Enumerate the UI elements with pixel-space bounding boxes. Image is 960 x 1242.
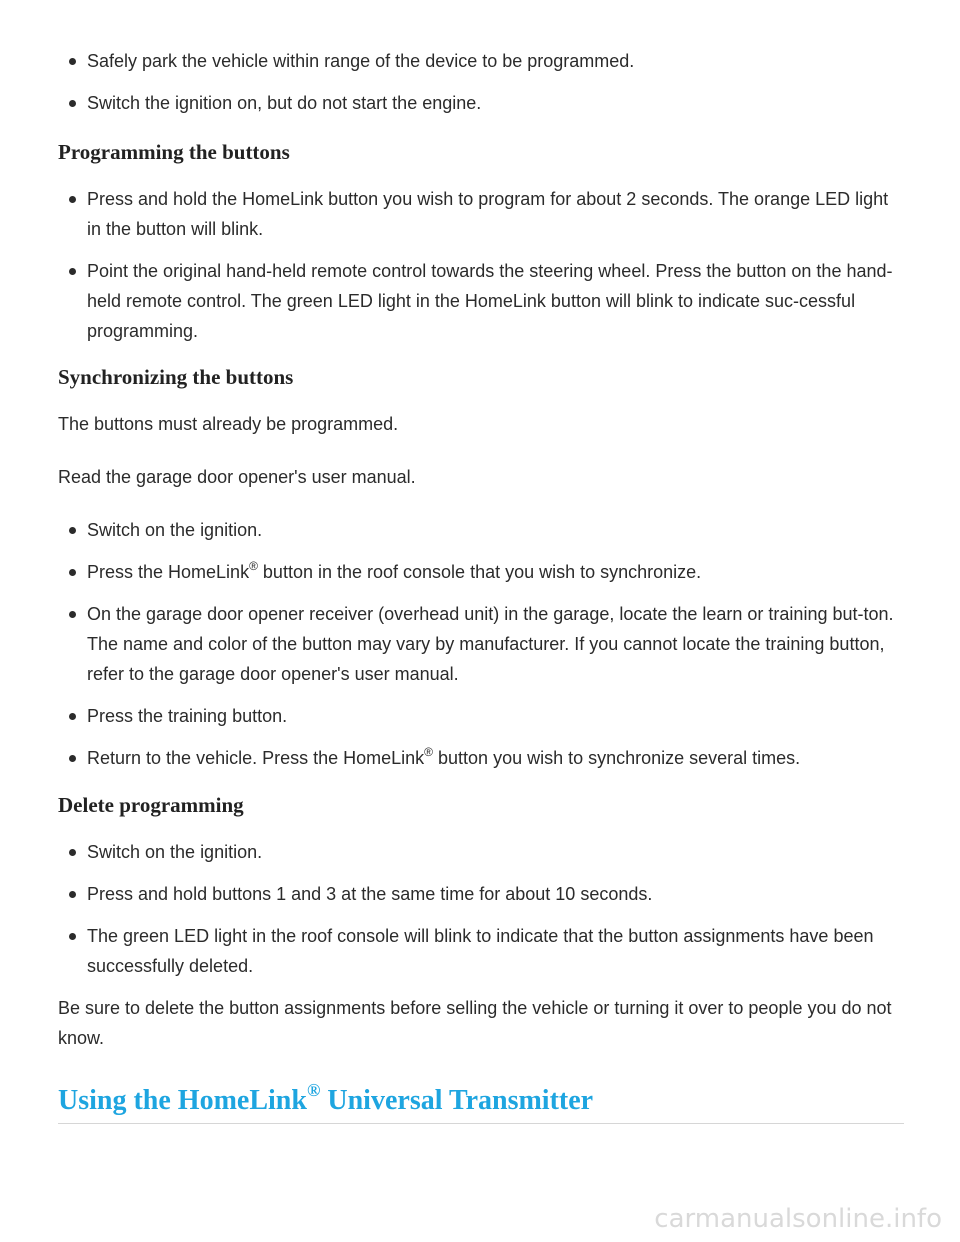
- list-item: Press the training button.: [58, 701, 904, 731]
- bullet-icon: [69, 268, 76, 275]
- bullet-icon: [69, 713, 76, 720]
- bullet-icon: [69, 755, 76, 762]
- list-item: Switch on the ignition.: [58, 515, 904, 545]
- paragraph-note: Be sure to delete the button assignments before selling the vehicle or turning it over to people you do not know.: [58, 998, 892, 1048]
- bullet-icon: [69, 569, 76, 576]
- bullet-icon: [69, 849, 76, 856]
- bullet-icon: [69, 611, 76, 618]
- list-item: Press and hold buttons 1 and 3 at the same time for about 10 seconds.: [58, 879, 904, 909]
- list-item: The green LED light in the roof console will blink to indicate that the button assignments have been successfully deleted.: [58, 921, 904, 981]
- registered-mark: ®: [249, 559, 258, 573]
- bullet-icon: [69, 58, 76, 65]
- list-item: Safely park the vehicle within range of the device to be programmed.: [58, 46, 904, 76]
- list-item: Switch the ignition on, but do not start the engine.: [58, 88, 904, 118]
- section-heading-delete: Delete programming: [58, 793, 244, 817]
- list-item: Press and hold the HomeLink button you wish to program for about 2 seconds. The orange LED light in the button will blink.: [58, 184, 904, 244]
- sync-list: [58, 515, 904, 773]
- bullet-icon: [69, 527, 76, 534]
- preparation-list: [58, 46, 904, 118]
- section-heading-programming: Programming the buttons: [58, 140, 290, 164]
- registered-mark: ®: [306, 1079, 321, 1100]
- paragraph: The buttons must already be programmed.: [58, 414, 399, 434]
- watermark: carmanualsonline.info: [654, 1204, 942, 1234]
- list-item: Press the HomeLink® button in the roof console that you wish to synchronize.: [58, 557, 904, 587]
- paragraph: Read the garage door opener's user manual.: [58, 467, 416, 487]
- bullet-icon: [69, 196, 76, 203]
- list-item: On the garage door opener receiver (overhead unit) in the garage, locate the learn or training but-ton. The name and color of the button may vary by manufacturer. If you cannot locate the training button, refer to the garage door opener's user manual.: [58, 599, 904, 689]
- delete-list: [58, 837, 904, 981]
- page-title: Using the HomeLink® Universal Transmitter: [58, 1083, 904, 1124]
- section-heading-sync: Synchronizing the buttons: [58, 365, 294, 389]
- bullet-icon: [69, 891, 76, 898]
- manual-page: [58, 0, 904, 1124]
- list-item: Switch on the ignition.: [58, 837, 904, 867]
- list-item: Point the original hand-held remote control towards the steering wheel. Press the button on the hand-held remote control. The green LED light in the HomeLink button will blink to indicate suc-cessful programming.: [58, 256, 904, 346]
- bullet-icon: [69, 100, 76, 107]
- bullet-icon: [69, 933, 76, 940]
- registered-mark: ®: [424, 745, 434, 759]
- list-item: Return to the vehicle. Press the HomeLink® button you wish to synchronize several times.: [58, 743, 904, 773]
- programming-list: [58, 184, 904, 346]
